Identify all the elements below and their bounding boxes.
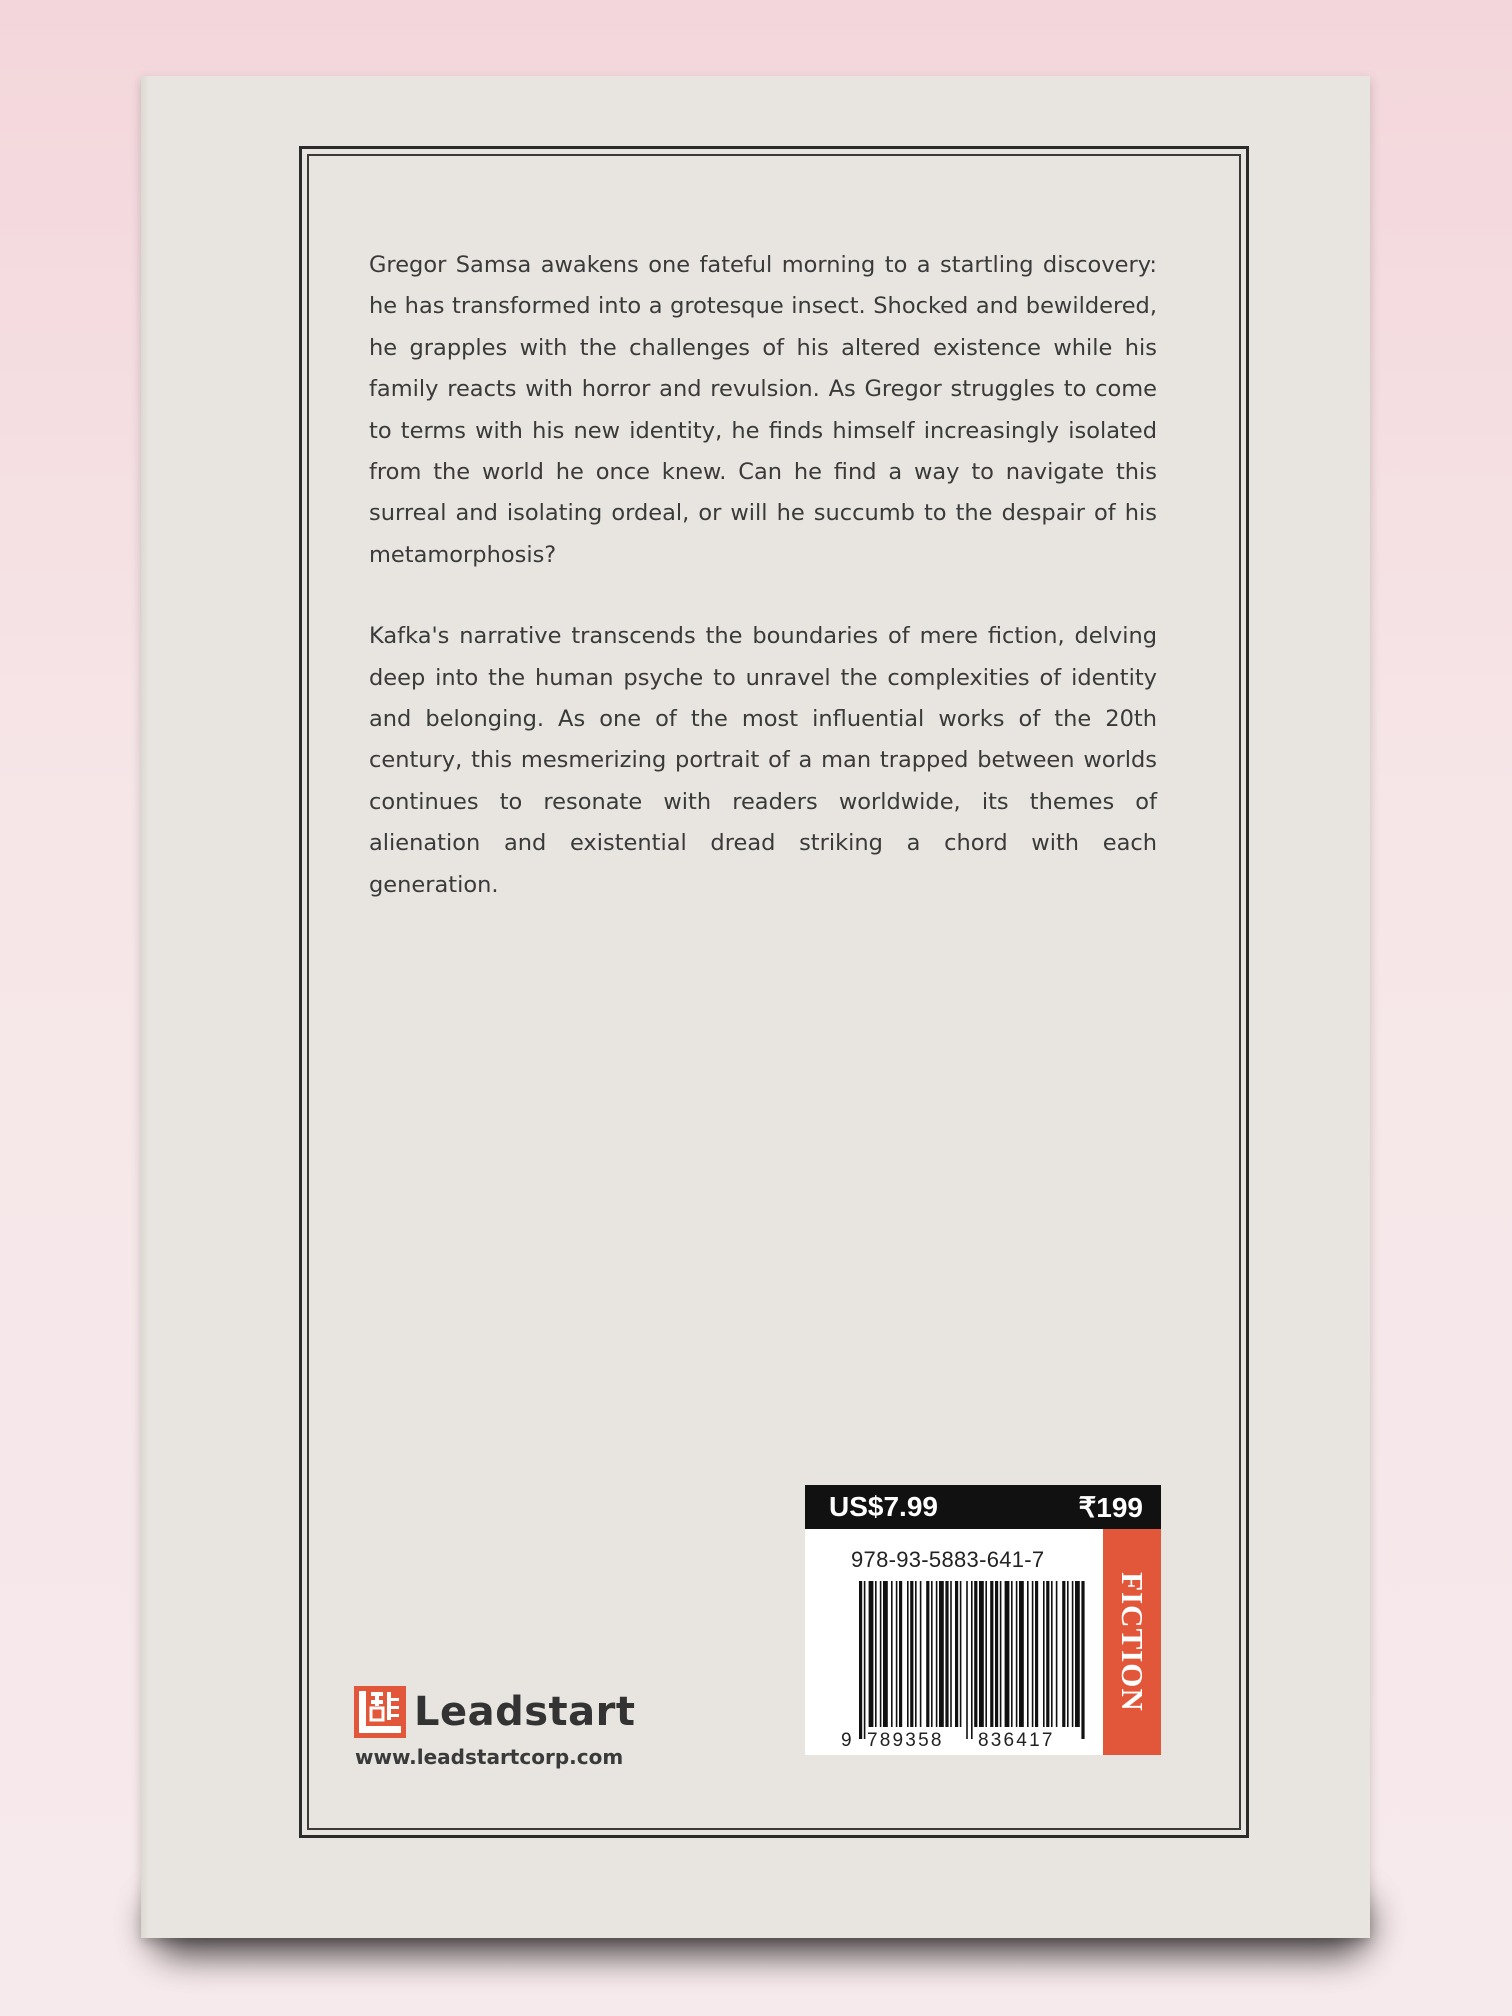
barcode-bar — [979, 1581, 984, 1727]
barcode-bar — [1043, 1581, 1045, 1727]
barcode-bar — [995, 1581, 998, 1727]
barcode-bar — [896, 1581, 898, 1727]
price-usd: US$7.99 — [829, 1491, 938, 1522]
barcode-digit-first: 9 — [841, 1730, 852, 1751]
barcode-bar — [1056, 1581, 1058, 1727]
barcode — [839, 1581, 1095, 1751]
barcode-bar — [1072, 1581, 1074, 1727]
barcode-bar — [864, 1581, 866, 1739]
spine-edge — [141, 76, 149, 1938]
price-bar — [805, 1485, 1161, 1529]
publisher-name: Leadstart — [414, 1689, 636, 1735]
blurb-text — [369, 245, 1157, 946]
barcode-bar — [985, 1581, 987, 1727]
barcode-panel — [805, 1485, 1161, 1755]
barcode-bar — [1075, 1581, 1080, 1727]
barcode-bar — [936, 1581, 938, 1727]
barcode-bar — [1062, 1581, 1065, 1727]
barcode-bar — [950, 1581, 952, 1727]
barcode-bar — [883, 1581, 888, 1727]
price-inr: ₹199 — [1078, 1492, 1143, 1523]
blurb-paragraph-2: Kafka's narrative transcends the boundaries of mere fiction, delving deep into the human psyche to unravel the complexities of identity and belonging. As one of the most influential works of the 20th century, this mesmerizing portrait of a man trapped between worlds continues to resonate with readers worldwide, its themes of alienation and existential dread striking a chord with each generation. — [369, 623, 1157, 898]
barcode-bar — [974, 1581, 977, 1727]
barcode-bar — [875, 1581, 877, 1727]
barcode-bar — [1067, 1581, 1069, 1727]
barcode-bar — [1032, 1581, 1034, 1727]
barcode-bar — [971, 1581, 973, 1739]
barcode-bar — [939, 1581, 944, 1727]
barcode-bar — [990, 1581, 993, 1727]
barcode-bar — [920, 1581, 922, 1727]
barcode-bar — [869, 1581, 874, 1727]
barcode-bar — [960, 1581, 962, 1727]
barcode-bar — [1000, 1581, 1002, 1727]
genre-label: FICTION — [1115, 1572, 1150, 1712]
barcode-bar — [1035, 1581, 1038, 1727]
barcode-bar — [1051, 1581, 1053, 1727]
barcode-bar — [1011, 1581, 1013, 1727]
barcode-bar — [910, 1581, 913, 1727]
barcode-bar — [1019, 1581, 1024, 1727]
barcode-bar — [955, 1581, 958, 1727]
barcode-bar — [926, 1581, 929, 1727]
barcode-bar — [1081, 1581, 1084, 1739]
genre-tab — [1103, 1529, 1161, 1755]
publisher-logo — [354, 1686, 636, 1738]
barcode-bar — [1027, 1581, 1029, 1727]
book-back-cover — [141, 76, 1370, 1938]
barcode-bar — [1016, 1581, 1018, 1727]
barcode-bar — [966, 1581, 968, 1739]
barcode-digits-left: 789358 — [867, 1730, 944, 1751]
barcode-bar — [907, 1581, 909, 1727]
leadstart-logo-icon — [354, 1686, 406, 1738]
isbn-label: 978-93-5883-641-7 — [851, 1547, 1045, 1572]
barcode-bar — [931, 1581, 933, 1727]
barcode-bar — [880, 1581, 882, 1727]
barcode-bar — [859, 1581, 862, 1739]
barcode-bar — [1005, 1581, 1010, 1727]
barcode-bar — [899, 1581, 902, 1727]
barcode-bar — [945, 1581, 948, 1727]
publisher-url: www.leadstartcorp.com — [355, 1745, 624, 1769]
blurb-paragraph-1: Gregor Samsa awakens one fateful morning to a startling discovery: he has transformed into a grotesque insect. Shocked and bewildered, he grapples with the challenges of his altered existence while his family reacts with horror and revulsion. As Gregor struggles to come to terms with his new identity, he finds himself increasingly isolated from the world he once knew. Can he find a way to navigate this surreal and isolating ordeal, or will he succumb to the despair of his metamorphosis? — [369, 252, 1157, 568]
barcode-bar — [915, 1581, 917, 1727]
barcode-bar — [1046, 1581, 1049, 1727]
barcode-digits-right: 836417 — [978, 1730, 1055, 1751]
barcode-bar — [891, 1581, 893, 1727]
